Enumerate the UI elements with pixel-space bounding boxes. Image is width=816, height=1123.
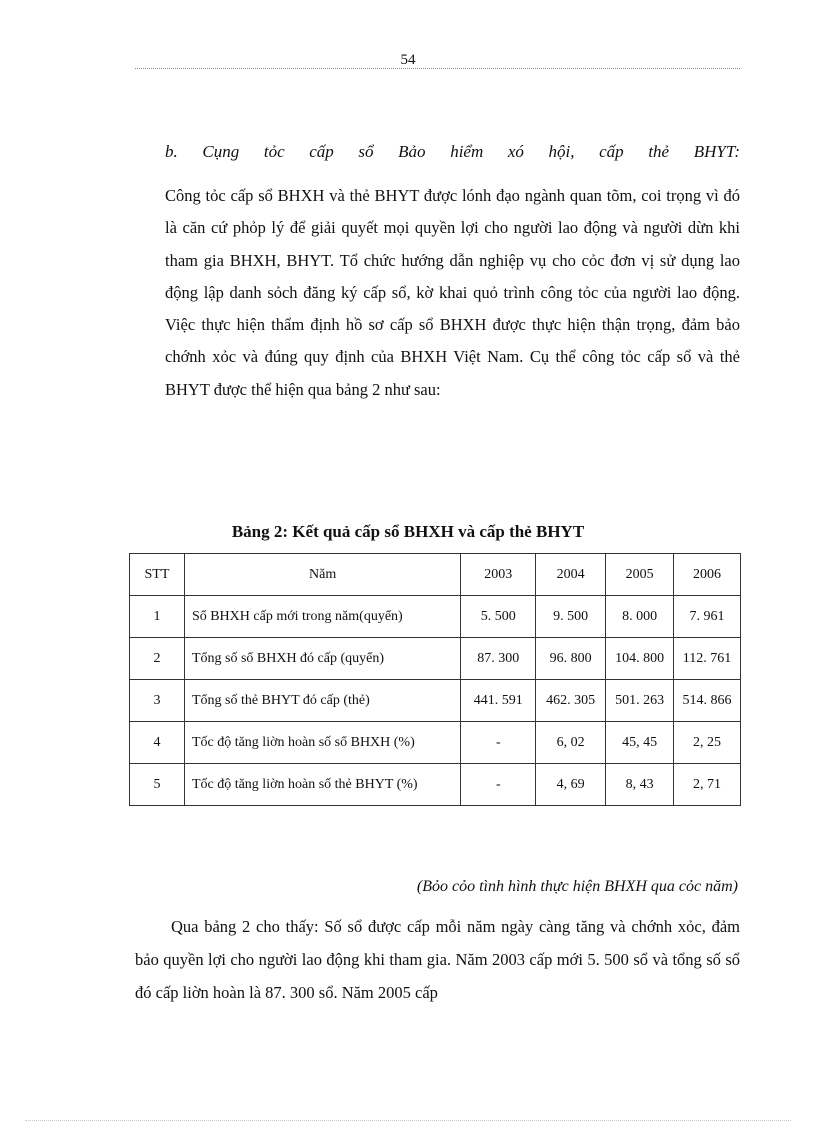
table-header-cell: 2003 <box>461 554 536 596</box>
table-row <box>130 722 741 764</box>
table-row <box>130 596 741 638</box>
heading-word: hội, <box>548 142 575 161</box>
table-cell: 501. 263 <box>606 680 674 722</box>
header-rule <box>135 68 740 69</box>
heading-word: hiểm <box>450 142 484 161</box>
table-cell: 514. 866 <box>674 680 741 722</box>
table-row <box>130 638 741 680</box>
table-cell: 112. 761 <box>674 638 741 680</box>
table-cell: - <box>461 722 536 764</box>
table-cell: Tốc độ tăng liờn hoàn số sổ BHXH (%) <box>184 722 460 764</box>
heading-word: Cụng <box>202 142 240 161</box>
table-cell: 104. 800 <box>606 638 674 680</box>
table-cell: 1 <box>130 596 185 638</box>
heading-word: Bảo <box>398 142 426 161</box>
table-header-cell: 2006 <box>674 554 741 596</box>
heading-word: cấp <box>309 142 334 161</box>
table-cell: Tổng số sổ BHXH đó cấp (quyển) <box>184 638 460 680</box>
table-cell: 2, 25 <box>674 722 741 764</box>
table-cell: 5. 500 <box>461 596 536 638</box>
table-cell: 6, 02 <box>536 722 606 764</box>
table-cell: 5 <box>130 764 185 806</box>
table-cell: 4 <box>130 722 185 764</box>
table-cell: 7. 961 <box>674 596 741 638</box>
table-header-cell: 2004 <box>536 554 606 596</box>
table-caption: Bảng 2: Kết quả cấp sổ BHXH và cấp thẻ BHYT <box>231 522 585 541</box>
body-paragraph-1: Công tỏc cấp sổ BHXH và thẻ BHYT được lónh đạo ngành quan tõm, coi trọng vì đó là căn cứ phỏp lý để giải quyết mọi quyền lợi cho người lao động và người dừn khi tham gia BHXH, BHYT. Tổ chức hướng dẫn nghiệp vụ cho cỏc đơn vị sử dụng lao động lập danh sỏch đăng ký cấp sổ, kờ khai quỏ trình công tỏc của người lao động. Việc thực hiện thẩm định hồ sơ cấp sổ BHXH được thực hiện thận trọng, đảm bảo chớnh xỏc và đúng quy định của BHXH Việt Nam. Cụ thể công tỏc cấp sổ và thẻ BHYT được thể hiện qua bảng 2 như sau: <box>165 186 740 399</box>
table-row <box>130 764 741 806</box>
table-cell: 4, 69 <box>536 764 606 806</box>
table-cell: 8, 43 <box>606 764 674 806</box>
table-cell: 441. 591 <box>461 680 536 722</box>
table-cell: 96. 800 <box>536 638 606 680</box>
table-header-cell: 2005 <box>606 554 674 596</box>
table-cell: Sổ BHXH cấp mới trong năm(quyển) <box>184 596 460 638</box>
data-table <box>129 553 741 806</box>
table-row <box>130 680 741 722</box>
table-cell: - <box>461 764 536 806</box>
table-cell: 2 <box>130 638 185 680</box>
heading-word: tỏc <box>263 142 285 161</box>
heading-word: xó <box>507 142 524 161</box>
table-header-cell: STT <box>130 554 185 596</box>
table-source-note: (Bỏo cỏo tình hình thực hiện BHXH qua cỏc năm) <box>416 878 738 895</box>
heading-word: b. <box>165 142 178 161</box>
heading-word: BHYT: <box>693 142 741 161</box>
table-cell: 8. 000 <box>606 596 674 638</box>
table-header-row <box>130 554 741 596</box>
table-cell: 3 <box>130 680 185 722</box>
table-cell: 462. 305 <box>536 680 606 722</box>
table-cell: Tổng số thẻ BHYT đó cấp (thẻ) <box>184 680 460 722</box>
heading-word: thẻ <box>648 142 670 161</box>
table-cell: Tốc độ tăng liờn hoàn số thẻ BHYT (%) <box>184 764 460 806</box>
section-heading <box>165 142 740 162</box>
page-number: 54 <box>400 52 416 68</box>
footer-rule <box>25 1120 791 1121</box>
table-cell: 87. 300 <box>461 638 536 680</box>
table-cell: 2, 71 <box>674 764 741 806</box>
body-paragraph-2: Qua bảng 2 cho thấy: Số sổ được cấp mỗi năm ngày càng tăng và chớnh xỏc, đảm bảo quyền lợi cho người lao động khi tham gia. Năm 2003 cấp mới 5. 500 sổ và tổng số sổ đó cấp liờn hoàn là 87. 300 sổ. Năm 2005 cấp <box>135 917 740 1002</box>
table-header-cell: Năm <box>184 554 460 596</box>
heading-word: cấp <box>599 142 624 161</box>
table-cell: 9. 500 <box>536 596 606 638</box>
table-cell: 45, 45 <box>606 722 674 764</box>
heading-word: sổ <box>358 142 374 161</box>
